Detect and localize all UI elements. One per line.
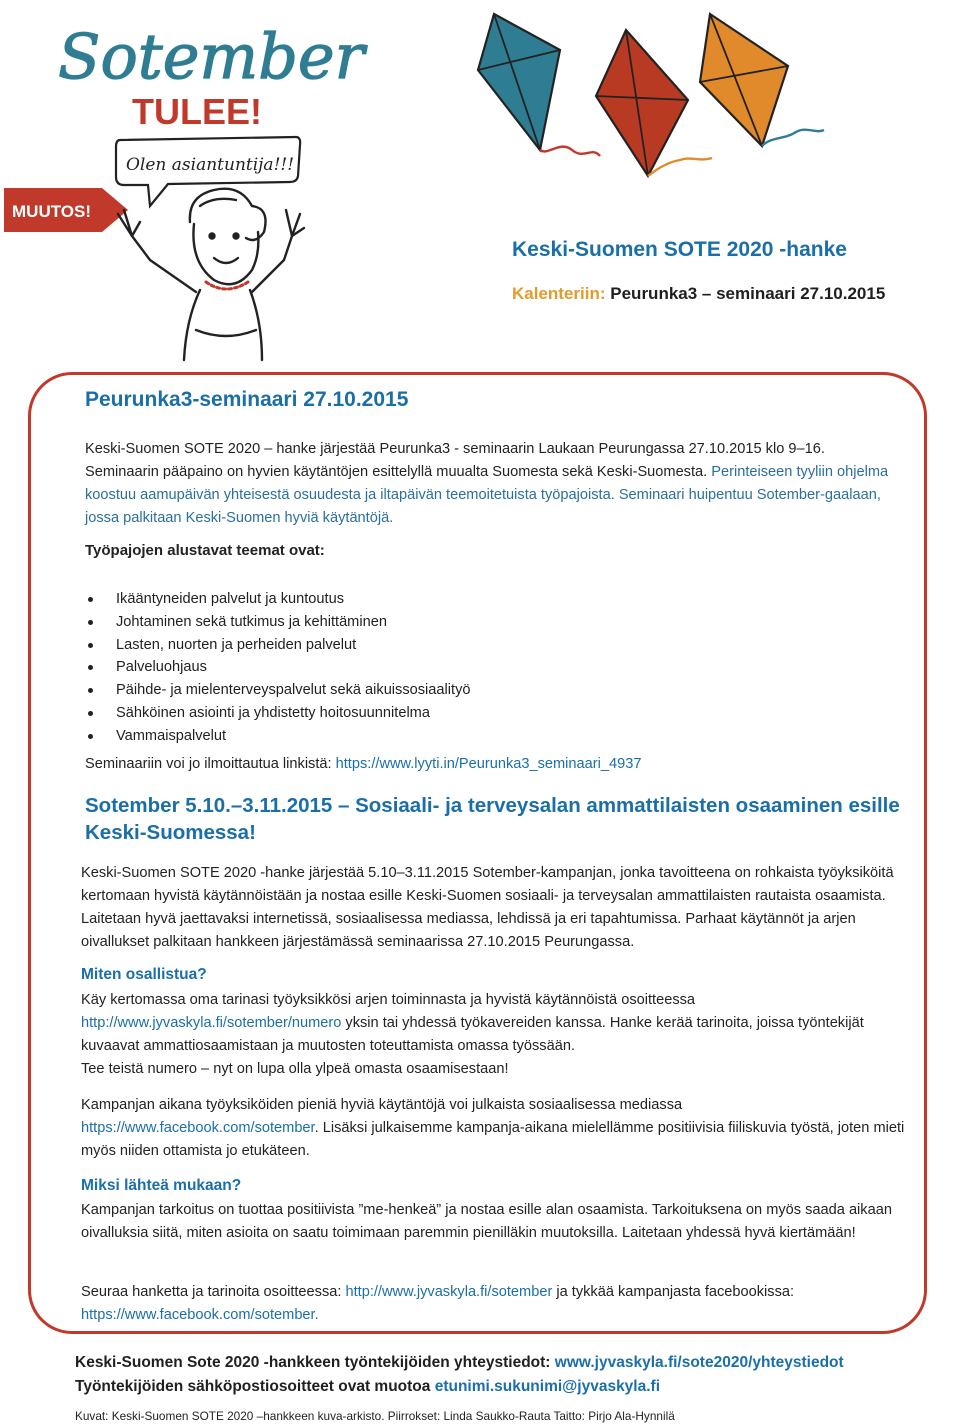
seminar-intro-2: Perinteiseen tyyliin ohjelma koostuu aamupäivän yhteisestä osuudesta ja iltapäivän teemoitetuista työpajoista. [85,464,889,503]
calendar-line [512,284,885,304]
kite-blue [478,14,600,156]
seminar-intro-1: Keski-Suomen SOTE 2020 – hanke järjestää Peurunka3 - seminaarin Laukaan Peurungassa 27.10.2015 klo 9–16. Seminaarin pääpaino on hyvien käytäntöjen esittelyllä muualta Suomesta sekä Keski-Suomesta. [85,441,825,480]
list-item: Johtaminen sekä tutkimus ja kehittäminen [85,611,470,634]
workshops-heading: Työpajojen alustavat teemat ovat: [85,542,325,559]
follow-text-2: ja tykkää kampanjasta facebookissa: [552,1284,795,1300]
logo-subtitle: TULEE! [132,91,262,132]
follow-text [81,1281,911,1327]
speech-bubble [116,137,300,206]
project-title: Keski-Suomen SOTE 2020 -hanke [512,238,847,261]
campaign-text-2: . Lisäksi julkaisemme kampanja-aikana mielellämme positiivisia fiiliskuvia työstä, joten mieti myös niiden ottamista jo etukäteen. [81,1120,905,1159]
list-item: Lasten, nuorten ja perheiden palvelut [85,634,470,657]
emails-text: Työntekijöiden sähköpostiosoitteet ovat muotoa [75,1378,435,1395]
how-text-3: Tee teistä numero – nyt on lupa olla ylpeä omasta osaamisestaan! [81,1061,509,1077]
campaign-text [81,1094,911,1163]
campaign-link[interactable]: https://www.facebook.com/sotember [81,1120,315,1136]
kite-orange [700,14,824,146]
seminar-title: Peurunka3-seminaari 27.10.2015 [85,388,409,411]
sotember-intro: Keski-Suomen SOTE 2020 -hanke järjestää 5.10–3.11.2015 Sotember-kampanjan, jonka tavoitteena on rohkaista työyksiköitä kertomaan hyvistä käytännöistään ja nostaa esille Keski-Suomen sosiaali- ja terveysalan ammattilaisten rautaista osaamista. Laitetaan hyvä jaettavaksi internetissä, sosiaalisessa mediassa, lehdissä ja eri tapahtumissa. Parhaat käytännöt ja arjen oivallukset palkitaan hankkeen järjestämässä seminaarissa 27.10.2015 Peurungassa. [81,865,894,950]
emails-line [75,1375,660,1399]
seminar-intro [85,438,895,530]
register-link[interactable]: https://www.lyyti.in/Peurunka3_seminaari_4937 [335,756,642,772]
campaign-text-1: Kampanjan aikana työyksiköiden pieniä hyviä käytäntöjä voi julkaista sosiaalisessa mediassa [81,1097,683,1113]
register-line [85,753,641,776]
how-heading: Miten osallistua? [81,966,207,983]
follow-text-3: . [314,1307,319,1323]
speech-bubble-text: Olen asiantuntija!!! [126,155,295,175]
why-text: Kampanjan tarkoitus on tuottaa positiivista ”me-henkeä” ja nostaa esille alan osaamista. Tarkoituksena on myös saada aikaan oivalluksia siitä, miten asioita on saatu toimimaan paremmin pienilläkin muutoksilla. Laitetaan yhdessä hyvä kiertämään! [81,1202,892,1241]
follow-text-1: Seuraa hanketta ja tarinoita osoitteessa: [81,1284,346,1300]
contacts-text: Keski-Suomen Sote 2020 -hankkeen työntekijöiden yhteystiedot: [75,1354,555,1371]
sotember-title: Sotember 5.10.–3.11.2015 – Sosiaali- ja terveysalan ammattilaisten osaaminen esille Keski-Suomessa! [85,794,900,844]
list-item: Päihde- ja mielenterveyspalvelut sekä aikuissosiaalityö [85,679,470,702]
how-link[interactable]: http://www.jyvaskyla.fi/sotember/numero [81,1015,342,1031]
contacts-line [75,1351,844,1375]
follow-link-2[interactable]: https://www.facebook.com/sotember [81,1307,315,1323]
why-heading: Miksi lähteä mukaan? [81,1177,242,1194]
list-item: Sähköinen asiointi ja yhdistetty hoitosuunnitelma [85,702,470,725]
emails-value: etunimi.sukunimi@jyvaskyla.fi [434,1378,661,1395]
register-text: Seminaariin voi jo ilmoittautua linkistä: [85,756,336,772]
follow-link-1[interactable]: http://www.jyvaskyla.fi/sotember [345,1284,553,1300]
calendar-value: Peurunka3 – seminaari 27.10.2015 [610,284,886,303]
list-item: Vammaispalvelut [85,725,470,748]
logo-word: Sotember [58,20,365,93]
seminar-intro-3: Seminaari huipentuu Sotember-gaalaan, jossa palkitaan Keski-Suomen hyviä käytäntöjä. [85,487,881,526]
header-illustration [0,0,960,370]
contacts-link[interactable]: www.jyvaskyla.fi/sote2020/yhteystiedot [554,1354,844,1371]
how-text-2: yksin tai yhdessä työkavereiden kanssa. Hanke kerää tarinoita, joissa työntekijät kuvaavat ammattiosaamistaan ja muutosten toteuttamista omassa työssään. [81,1015,864,1054]
credits-line: Kuvat: Keski-Suomen SOTE 2020 –hankkeen kuva-arkisto. Piirrokset: Linda Saukko-Rauta Taitto: Pirjo Ala-Hynnilä [75,1409,675,1423]
person-drawing [118,189,304,360]
change-tag [4,188,128,232]
calendar-label: Kalenteriin: [512,284,606,303]
how-text-1: Käy kertomassa oma tarinasi työyksikkösi arjen toiminnasta ja hyvistä käytännöistä osoitteessa [81,992,696,1008]
change-tag-text: MUUTOS! [12,202,92,221]
kite-red [596,30,712,176]
how-text [81,989,911,1081]
list-item: Ikääntyneiden palvelut ja kuntoutus [85,588,470,611]
list-item: Palveluohjaus [85,656,470,679]
workshops-list [85,588,470,748]
